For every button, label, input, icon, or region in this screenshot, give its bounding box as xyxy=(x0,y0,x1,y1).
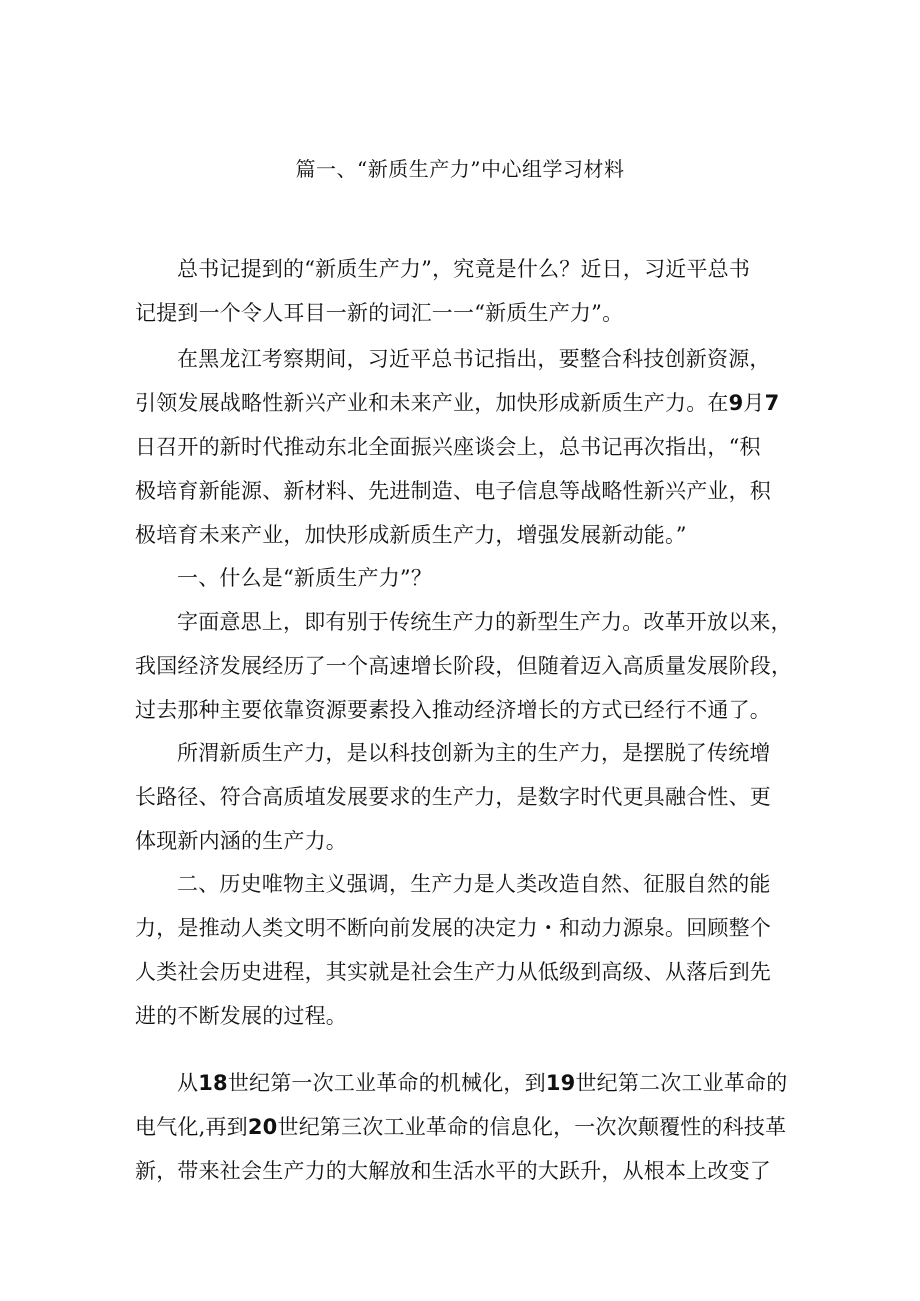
paragraph-6 xyxy=(135,862,800,1038)
paragraph-line: 新，带来社会生产力的大解放和生活水平的大跃升，从根本上改变了 xyxy=(135,1159,771,1183)
paragraph-line: 日召开的新时代推动东北全面振兴座谈会上，总书记再次指出，“积 xyxy=(135,435,761,459)
paragraph-line: 从18世纪第一次工业革命的机械化，到19世纪第二次工业革命的 xyxy=(177,1071,788,1095)
paragraph-7 xyxy=(135,1061,800,1193)
paragraph-line: 体现新内涵的生产力。 xyxy=(135,829,347,853)
paragraph-line: 过去那种主要依靠资源要素投入推动经济增长的方式已经行不通了。 xyxy=(135,698,771,722)
section-heading-line: 一、什么是“新质生产力”？ xyxy=(177,566,433,590)
section-heading-1 xyxy=(135,556,800,600)
paragraph-5 xyxy=(135,731,800,863)
paragraph-line: 极培育新能源、新材料、先进制造、电子信息等战略性新兴产业，积 xyxy=(135,479,771,503)
paragraph-1 xyxy=(135,247,800,335)
paragraph-line: 记提到一个令人耳目一新的词汇一一“新质生产力”。 xyxy=(135,301,624,325)
paragraph-line: 长路径、符合高质埴发展要求的生产力，是数字时代更具融合性、更 xyxy=(135,785,771,809)
paragraph-line: 二、历史唯物主义强调，生产力是人类改造自然、征服自然的能 xyxy=(177,872,771,896)
paragraph-4 xyxy=(135,600,800,732)
paragraph-line: 我国经济发展经历了一个高速增长阶段，但随着迈入高质量发展阶段， xyxy=(135,654,793,678)
paragraph-2 xyxy=(135,337,800,557)
paragraph-line: 所渭新质生产力，是以科技创新为主的生产力，是摆脱了传统增 xyxy=(177,741,771,765)
paragraph-line: 字面意思上，即有别于传统生产力的新型生产力。改革开放以来， xyxy=(177,610,792,634)
paragraph-line: 力，是推动人类文明不断向前发展的决定力・和动力源泉。回顾整个 xyxy=(135,916,771,940)
paragraph-line: 极培育未来产业，加快形成新质生产力，增强发展新动能。” xyxy=(135,523,687,547)
paragraph-line: 引领发展战略性新兴产业和未来产业，加快形成新质生产力。在9月7 xyxy=(135,391,780,415)
document-title: 篇一、“新质生产力”中心组学习材料 xyxy=(295,157,625,181)
paragraph-line: 进的不断发展的过程。 xyxy=(135,1004,347,1028)
paragraph-line: 总书记提到的“新质生产力”，究竟是什么？近日，习近平总书 xyxy=(177,257,751,281)
paragraph-line: 电气化,再到20世纪第三次工业革命的信息化，一次次颠覆性的科技革 xyxy=(135,1115,787,1139)
paragraph-line: 人类社会历史进程，其实就是社会生产力从低级到高级、从落后到先 xyxy=(135,960,771,984)
paragraph-line: 在黑龙江考察期间，习近平总书记指出，要整合科技创新资源， xyxy=(177,347,771,371)
